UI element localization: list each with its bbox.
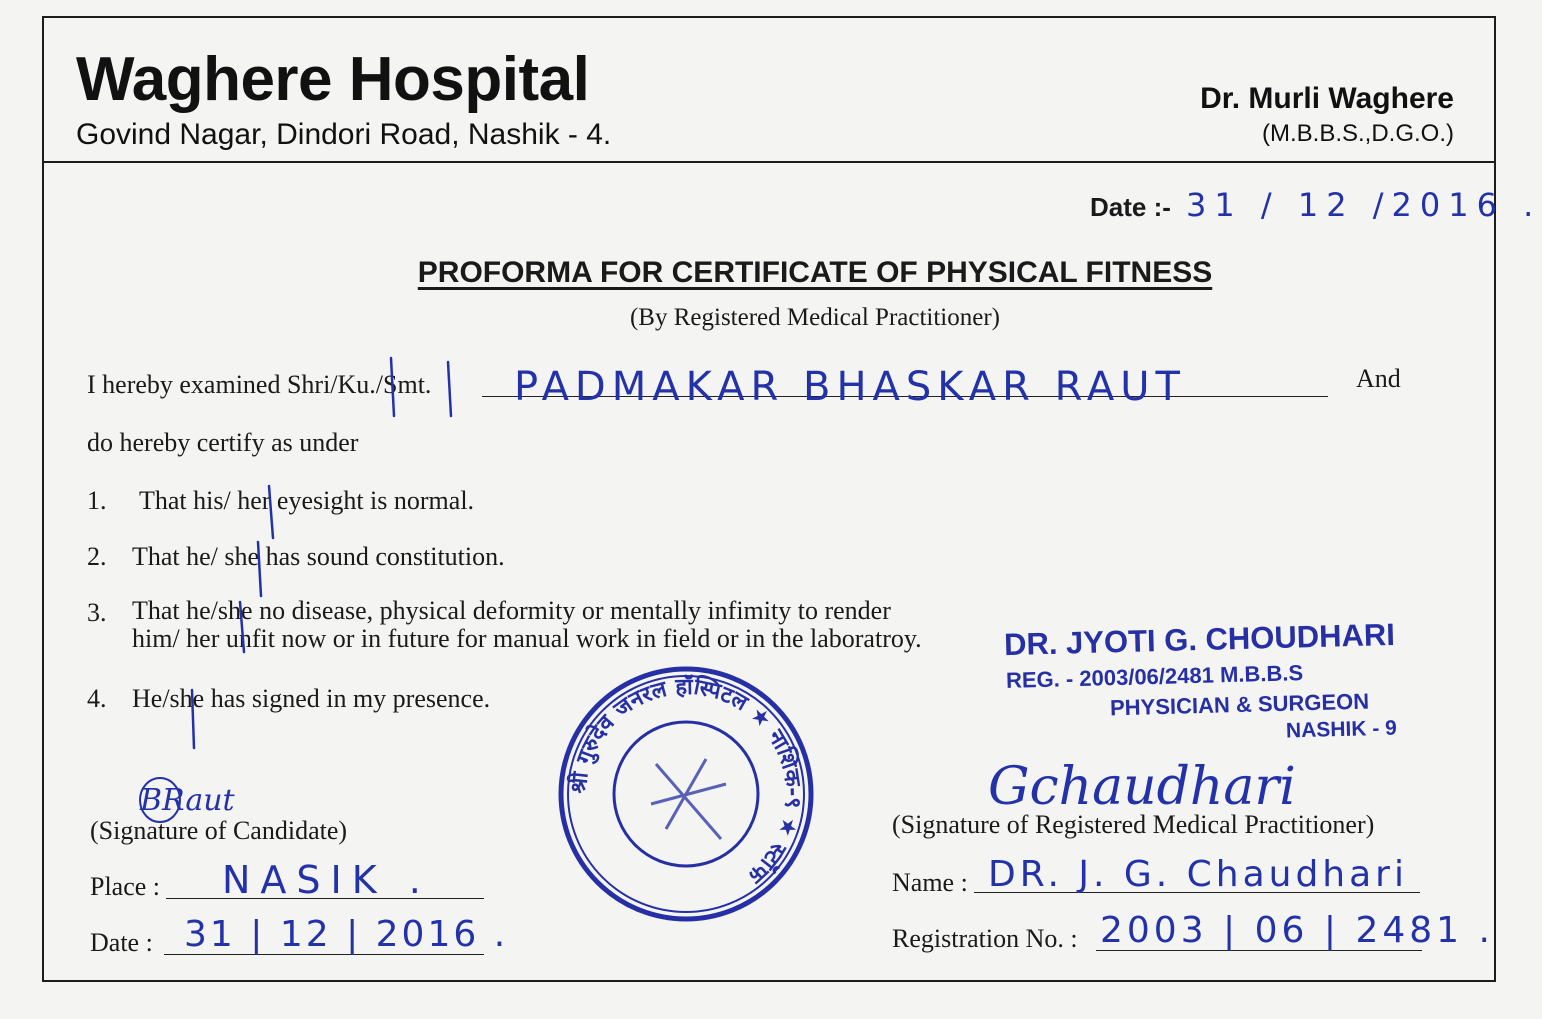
hospital-address: Govind Nagar, Dindori Road, Nashik - 4.	[76, 118, 612, 151]
candidate-name-handwritten: PADMAKAR BHASKAR RAUT	[514, 364, 1186, 410]
certify-line: do hereby certify as under	[87, 428, 359, 457]
practitioner-signature-label: (Signature of Registered Medical Practitioner)	[892, 810, 1375, 839]
date-label: Date :-	[1090, 192, 1171, 222]
practitioner-name-label: Name :	[892, 868, 968, 897]
practitioner-stamp-city: NASHIK - 9	[1285, 716, 1398, 743]
candidate-date-label: Date :	[90, 928, 153, 957]
practitioner-stamp-name: DR. JYOTI G. CHOUDHARI	[1003, 616, 1396, 663]
list-number: 2.	[87, 542, 107, 571]
candidate-date-handwritten: 31 | 12 | 2016 .	[184, 914, 509, 955]
list-item-disease: That he/she no disease, physical deformity or mentally infimity to render	[132, 596, 891, 625]
date-handwritten: 31 / 12 /2016 .	[1186, 186, 1542, 224]
practitioner-signature-text: Gchaudhari	[988, 757, 1296, 817]
practitioner-name-handwritten: DR. J. G. Chaudhari	[988, 854, 1408, 895]
hospital-name: Waghere Hospital	[76, 45, 590, 114]
examined-prefix: I hereby examined Shri/Ku./Smt.	[87, 370, 432, 399]
list-item-disease-cont: him/ her unfit now or in future for manual work in field or in the laboratroy.	[132, 624, 922, 653]
place-label: Place :	[90, 872, 161, 901]
certificate-title-text: PROFORMA FOR CERTIFICATE OF PHYSICAL FITNESS	[417, 256, 1213, 289]
examined-suffix: And	[1356, 364, 1401, 393]
registration-label: Registration No. :	[892, 924, 1078, 953]
list-number: 3.	[87, 598, 107, 627]
hospital-seal-icon	[556, 664, 816, 924]
list-item-signed: He/she has signed in my presence.	[132, 684, 491, 713]
certificate-frame	[42, 16, 1542, 982]
registration-handwritten: 2003 | 06 | 2481 .	[1100, 910, 1494, 951]
certificate-subtitle-text: (By Registered Medical Practitioner)	[629, 304, 1001, 331]
candidate-signature-text: BRaut	[140, 783, 235, 818]
list-number: 4.	[87, 684, 107, 713]
practitioner-stamp-title: PHYSICIAN & SURGEON	[1109, 688, 1370, 721]
place-handwritten: NASIK .	[222, 858, 431, 902]
candidate-signature-label: (Signature of Candidate)	[90, 816, 348, 845]
list-item-eyesight: That his/ her eyesight is normal.	[139, 486, 475, 515]
doctor-name: Dr. Murli Waghere	[1200, 82, 1454, 115]
list-number: 1.	[87, 486, 107, 515]
seal-text: श्री गुरुदेव जनरल हॉस्पिटल ★ नाशिक-९ ★ स्टॉफ	[566, 674, 806, 888]
doctor-qualification: (M.B.B.S.,D.G.O.)	[1261, 120, 1454, 147]
list-item-constitution: That he/ she has sound constitution.	[132, 542, 505, 571]
practitioner-stamp-reg: REG. - 2003/06/2481 M.B.B.S	[1005, 660, 1304, 693]
